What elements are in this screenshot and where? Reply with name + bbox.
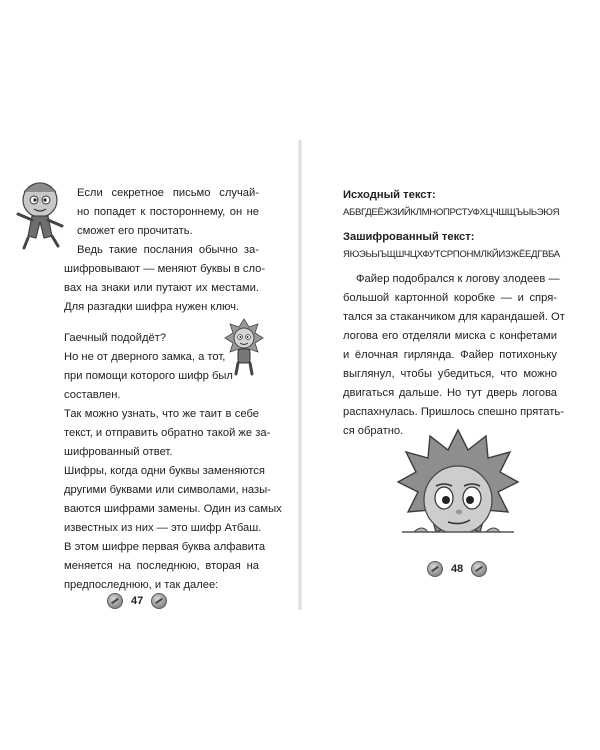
- paragraph-line: известных из них — это шифр Атбаш.: [64, 522, 262, 534]
- paragraph-line: и ёлочная гирлянда. Файер потихоньку: [343, 349, 557, 361]
- fixie-character-peeking-illustration: [396, 428, 520, 556]
- paragraph-line: предпоследнюю, и так далее:: [64, 579, 219, 591]
- paragraph-line: ваются шифрами замены. Один из самых: [64, 503, 282, 515]
- fixie-character-illustration-top: [14, 178, 66, 250]
- cipher-text-heading: Зашифрованный текст:: [343, 231, 475, 243]
- paragraph-line: Гаечный подойдёт?: [64, 332, 167, 344]
- page-number-right: [427, 561, 487, 577]
- paragraph-line: вах на знаки или путают их местами.: [64, 282, 259, 294]
- paragraph-line: тался за стаканчиком для карандашей. От: [343, 311, 565, 323]
- paragraph-line: но попадет к постороннему, он не: [77, 206, 259, 218]
- bolt-icon: [427, 561, 443, 577]
- page-number: 47: [131, 595, 144, 607]
- paragraph-line: составлен.: [64, 389, 121, 401]
- bolt-icon: [107, 593, 123, 609]
- bolt-icon: [471, 561, 487, 577]
- paragraph-line: Но не от дверного замка, а тот,: [64, 351, 226, 363]
- paragraph-line: текст, и отправить обратно такой же за-: [64, 427, 271, 439]
- paragraph-line: Для разгадки шифра нужен ключ.: [64, 301, 240, 313]
- paragraph-line: другими буквами или символами, назы-: [64, 484, 271, 496]
- paragraph-line: шифрованный ответ.: [64, 446, 173, 458]
- paragraph-line: большой картонной коробке — и спря-: [343, 292, 557, 304]
- bolt-icon: [151, 593, 167, 609]
- page-number: 48: [451, 563, 464, 575]
- paragraph-line: Если секретное письмо случай-: [77, 187, 259, 199]
- source-alphabet: АБВГДЕЁЖЗИЙКЛМНОПРСТУФХЦЧШЩЪЫЬЭЮЯ: [343, 207, 560, 218]
- paragraph-line: Ведь такие послания обычно за-: [77, 244, 259, 256]
- paragraph-line: меняется на последнюю, вторая на: [64, 560, 259, 572]
- paragraph-line: В этом шифре первая буква алфавита: [64, 541, 266, 553]
- paragraph-line: Файер подобрался к логову злодеев —: [356, 273, 560, 285]
- paragraph-line: Шифры, когда одни буквы заменяются: [64, 465, 265, 477]
- paragraph-line: логова его отделяли миска с конфетами: [343, 330, 557, 342]
- paragraph-line: шифровывают — меняют буквы в сло-: [64, 263, 266, 275]
- source-text-heading: Исходный текст:: [343, 189, 436, 201]
- page-number-left: [107, 593, 167, 609]
- paragraph-line: Так можно узнать, что же таит в себе: [64, 408, 259, 420]
- paragraph-line: распахнулась. Пришлось спешно прятать-: [343, 406, 564, 418]
- cipher-alphabet: ЯЮЭЬЫЪЩШЧЦХФУТСРПОНМЛКЙИЗЖЁЕДГВБА: [343, 249, 560, 260]
- paragraph-line: ся обратно.: [343, 425, 404, 437]
- paragraph-line: сможет его прочитать.: [77, 225, 193, 237]
- paragraph-line: при помощи которого шифр был: [64, 370, 233, 382]
- paragraph-line: выглянул, чтобы убедиться, что можно: [343, 368, 557, 380]
- paragraph-line: двигаться дальше. Но тут дверь логова: [343, 387, 557, 399]
